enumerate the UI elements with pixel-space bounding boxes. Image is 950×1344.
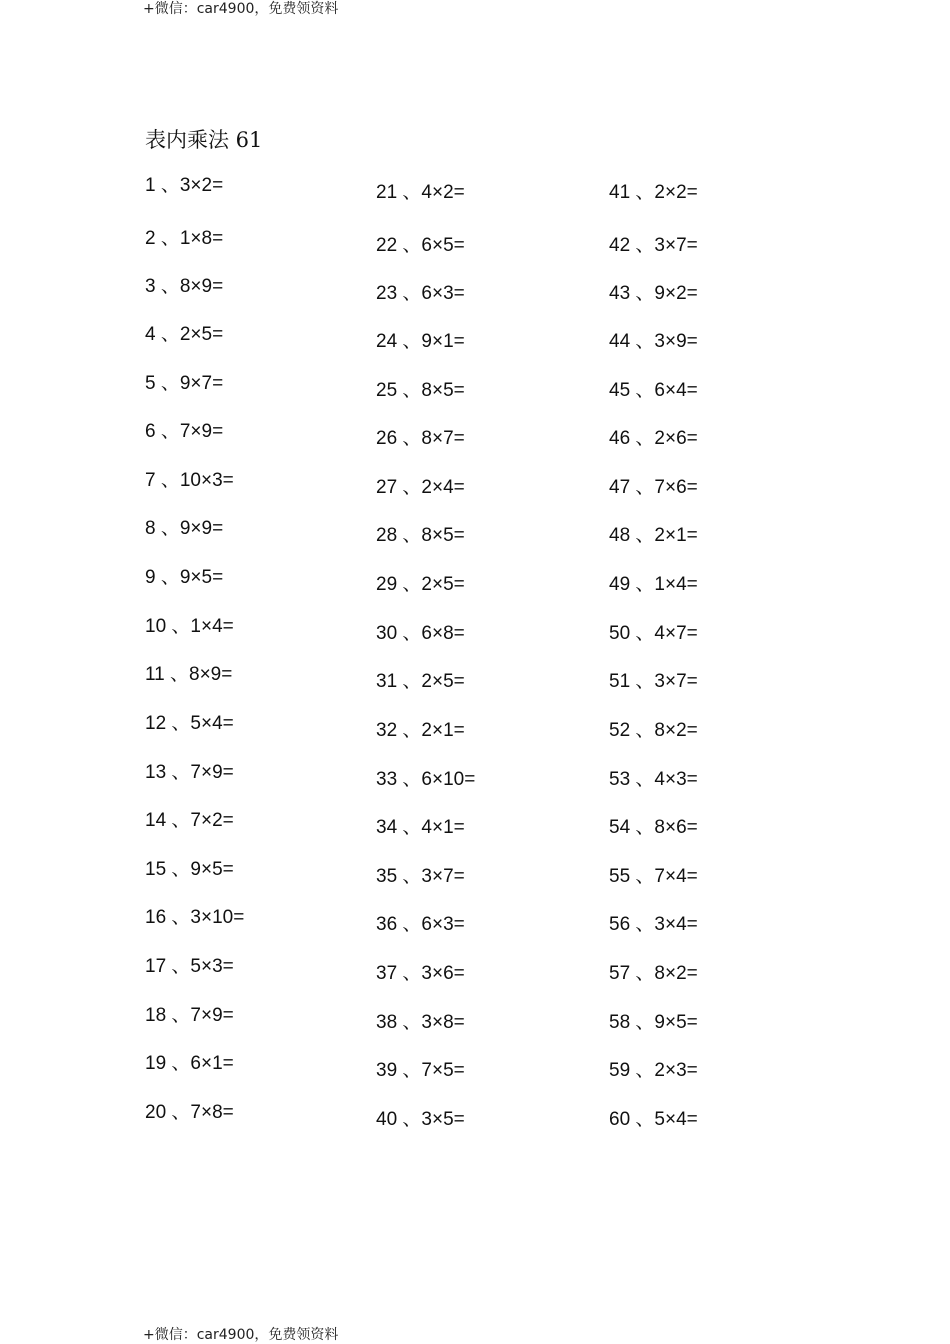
problem-item: 7 、10×3= bbox=[145, 470, 234, 491]
problem-item: 17 、5×3= bbox=[145, 956, 234, 977]
problem-item: 29 、2×5= bbox=[376, 574, 465, 595]
problem-item: 37 、3×6= bbox=[376, 963, 465, 984]
problem-item: 40 、3×5= bbox=[376, 1109, 465, 1130]
problem-item: 10 、1×4= bbox=[145, 616, 234, 637]
problem-item: 4 、2×5= bbox=[145, 324, 224, 345]
problem-item: 2 、1×8= bbox=[145, 228, 224, 249]
watermark-top: +微信：car4900，免费领资料 bbox=[143, 1, 339, 17]
problem-item: 27 、2×4= bbox=[376, 477, 465, 498]
problem-item: 52 、8×2= bbox=[609, 720, 698, 741]
problem-item: 11 、8×9= bbox=[145, 664, 233, 685]
problem-item: 5 、9×7= bbox=[145, 373, 224, 394]
problem-item: 55 、7×4= bbox=[609, 866, 698, 887]
worksheet-title: 表内乘法 61 bbox=[145, 128, 263, 152]
problem-item: 46 、2×6= bbox=[609, 428, 698, 449]
problem-item: 9 、9×5= bbox=[145, 567, 224, 588]
problem-item: 8 、9×9= bbox=[145, 518, 224, 539]
problem-item: 13 、7×9= bbox=[145, 762, 234, 783]
problem-item: 31 、2×5= bbox=[376, 671, 465, 692]
problem-item: 45 、6×4= bbox=[609, 380, 698, 401]
problem-item: 34 、4×1= bbox=[376, 817, 465, 838]
problem-item: 16 、3×10= bbox=[145, 907, 245, 928]
problem-item: 57 、8×2= bbox=[609, 963, 698, 984]
problem-item: 60 、5×4= bbox=[609, 1109, 698, 1130]
problem-item: 53 、4×3= bbox=[609, 769, 698, 790]
problem-item: 44 、3×9= bbox=[609, 331, 698, 352]
problem-item: 3 、8×9= bbox=[145, 276, 224, 297]
problem-item: 22 、6×5= bbox=[376, 235, 465, 256]
problem-item: 38 、3×8= bbox=[376, 1012, 465, 1033]
problem-item: 19 、6×1= bbox=[145, 1053, 234, 1074]
problem-item: 30 、6×8= bbox=[376, 623, 465, 644]
problem-item: 14 、7×2= bbox=[145, 810, 234, 831]
problem-item: 15 、9×5= bbox=[145, 859, 234, 880]
problem-item: 56 、3×4= bbox=[609, 914, 698, 935]
problem-item: 25 、8×5= bbox=[376, 380, 465, 401]
watermark-bottom: +微信：car4900，免费领资料 bbox=[143, 1327, 339, 1343]
problem-item: 20 、7×8= bbox=[145, 1102, 234, 1123]
problem-item: 35 、3×7= bbox=[376, 866, 465, 887]
problem-item: 42 、3×7= bbox=[609, 235, 698, 256]
problem-item: 41 、2×2= bbox=[609, 182, 698, 203]
problem-item: 47 、7×6= bbox=[609, 477, 698, 498]
problem-item: 6 、7×9= bbox=[145, 421, 224, 442]
problem-item: 36 、6×3= bbox=[376, 914, 465, 935]
problem-item: 50 、4×7= bbox=[609, 623, 698, 644]
problem-item: 54 、8×6= bbox=[609, 817, 698, 838]
problem-item: 48 、2×1= bbox=[609, 525, 698, 546]
problem-item: 49 、1×4= bbox=[609, 574, 698, 595]
problem-item: 43 、9×2= bbox=[609, 283, 698, 304]
problem-item: 23 、6×3= bbox=[376, 283, 465, 304]
problem-item: 39 、7×5= bbox=[376, 1060, 465, 1081]
problem-item: 58 、9×5= bbox=[609, 1012, 698, 1033]
problem-item: 33 、6×10= bbox=[376, 769, 476, 790]
problem-item: 12 、5×4= bbox=[145, 713, 234, 734]
problem-item: 1 、3×2= bbox=[145, 175, 224, 196]
problem-item: 28 、8×5= bbox=[376, 525, 465, 546]
problem-item: 21 、4×2= bbox=[376, 182, 465, 203]
problem-item: 24 、9×1= bbox=[376, 331, 465, 352]
problem-item: 51 、3×7= bbox=[609, 671, 698, 692]
problem-item: 59 、2×3= bbox=[609, 1060, 698, 1081]
problem-item: 32 、2×1= bbox=[376, 720, 465, 741]
problem-item: 26 、8×7= bbox=[376, 428, 465, 449]
problem-item: 18 、7×9= bbox=[145, 1005, 234, 1026]
